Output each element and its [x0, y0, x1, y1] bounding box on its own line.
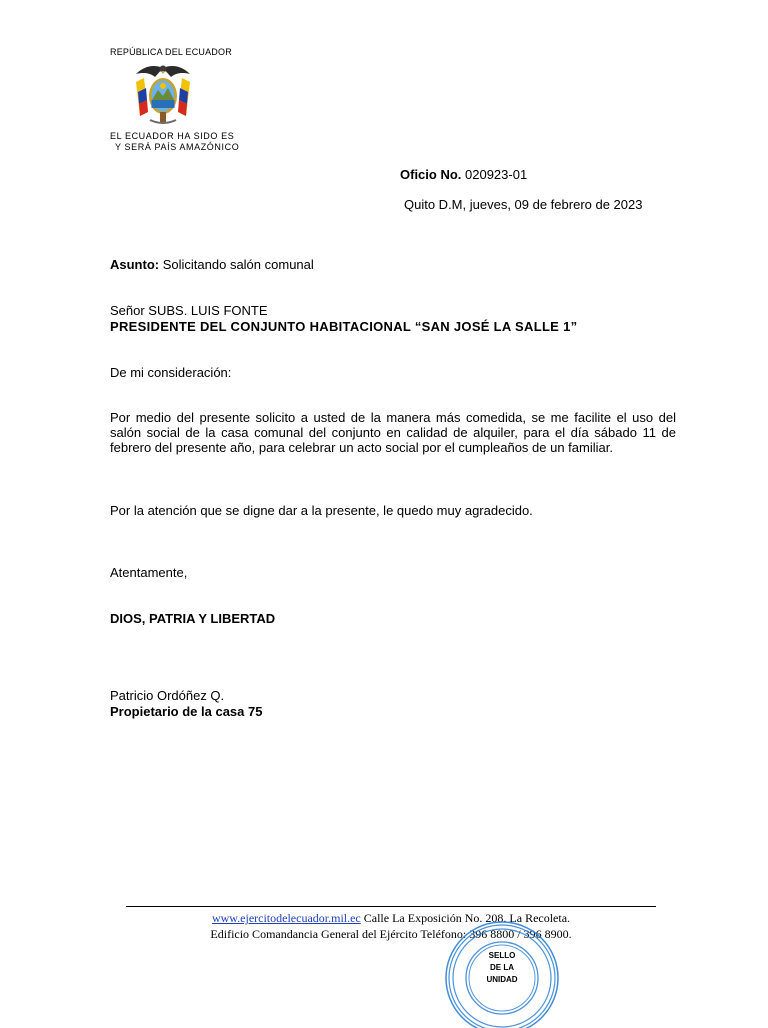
- subject-line: [110, 257, 314, 272]
- institutional-motto: DIOS, PATRIA Y LIBERTAD: [110, 611, 276, 626]
- letterhead-motto: [110, 131, 239, 153]
- footer-website-link[interactable]: www.ejercitodelecuador.mil.ec: [211, 911, 361, 925]
- footer-address: Calle La Exposición No. 208. La Recoleta.: [360, 911, 571, 925]
- signer-position: Propietario de la casa 75: [110, 704, 263, 719]
- motto-line-1: EL ECUADOR HA SIDO ES: [110, 131, 235, 141]
- oficio-reference: [400, 167, 527, 182]
- closing-paragraph: Por la atención que se digne dar a la presente, le quedo muy agradecido.: [110, 503, 533, 518]
- body-paragraph: Por medio del presente solicito a usted de la manera más comedida, se me facilite el uso del salón social de la casa comunal del conjunto en calidad de alquiler, para el día sábado 11 de febrero del presente año, para celebrar un acto social por el cumpleaños de un familiar.: [110, 410, 676, 455]
- valediction: Atentamente,: [110, 565, 188, 580]
- subject-label: Asunto:: [110, 257, 160, 272]
- seal-line-2: DE LA: [490, 963, 514, 972]
- recipient-title: PRESIDENTE DEL CONJUNTO HABITACIONAL “SAN JOSÉ LA SALLE 1”: [110, 319, 578, 334]
- recipient-name: Señor SUBS. LUIS FONTE: [110, 303, 268, 318]
- oficio-label: Oficio No.: [400, 167, 462, 182]
- seal-line-1: SELLO: [488, 951, 516, 960]
- footer-line-1: [126, 911, 656, 925]
- oficio-number: 020923-01: [465, 167, 528, 182]
- letter-date: Quito D.M, jueves, 09 de febrero de 2023: [404, 197, 643, 212]
- greeting: De mi consideración:: [110, 365, 232, 380]
- seal-line-3: UNIDAD: [486, 975, 518, 984]
- seal-text: [443, 950, 561, 986]
- signer-name: Patricio Ordóñez Q.: [110, 688, 225, 703]
- letterhead-country: REPÚBLICA DEL ECUADOR: [110, 47, 232, 57]
- subject-text: Solicitando salón comunal: [162, 257, 314, 272]
- motto-line-2: Y SERÁ PAÍS AMAZÓNICO: [115, 142, 240, 152]
- footer-line-2: Edificio Comandancia General del Ejército Teléfono: 396 8800 / 396 8900.: [210, 927, 572, 941]
- footer-divider: [126, 906, 656, 907]
- ecuador-coat-of-arms-icon: [130, 62, 196, 126]
